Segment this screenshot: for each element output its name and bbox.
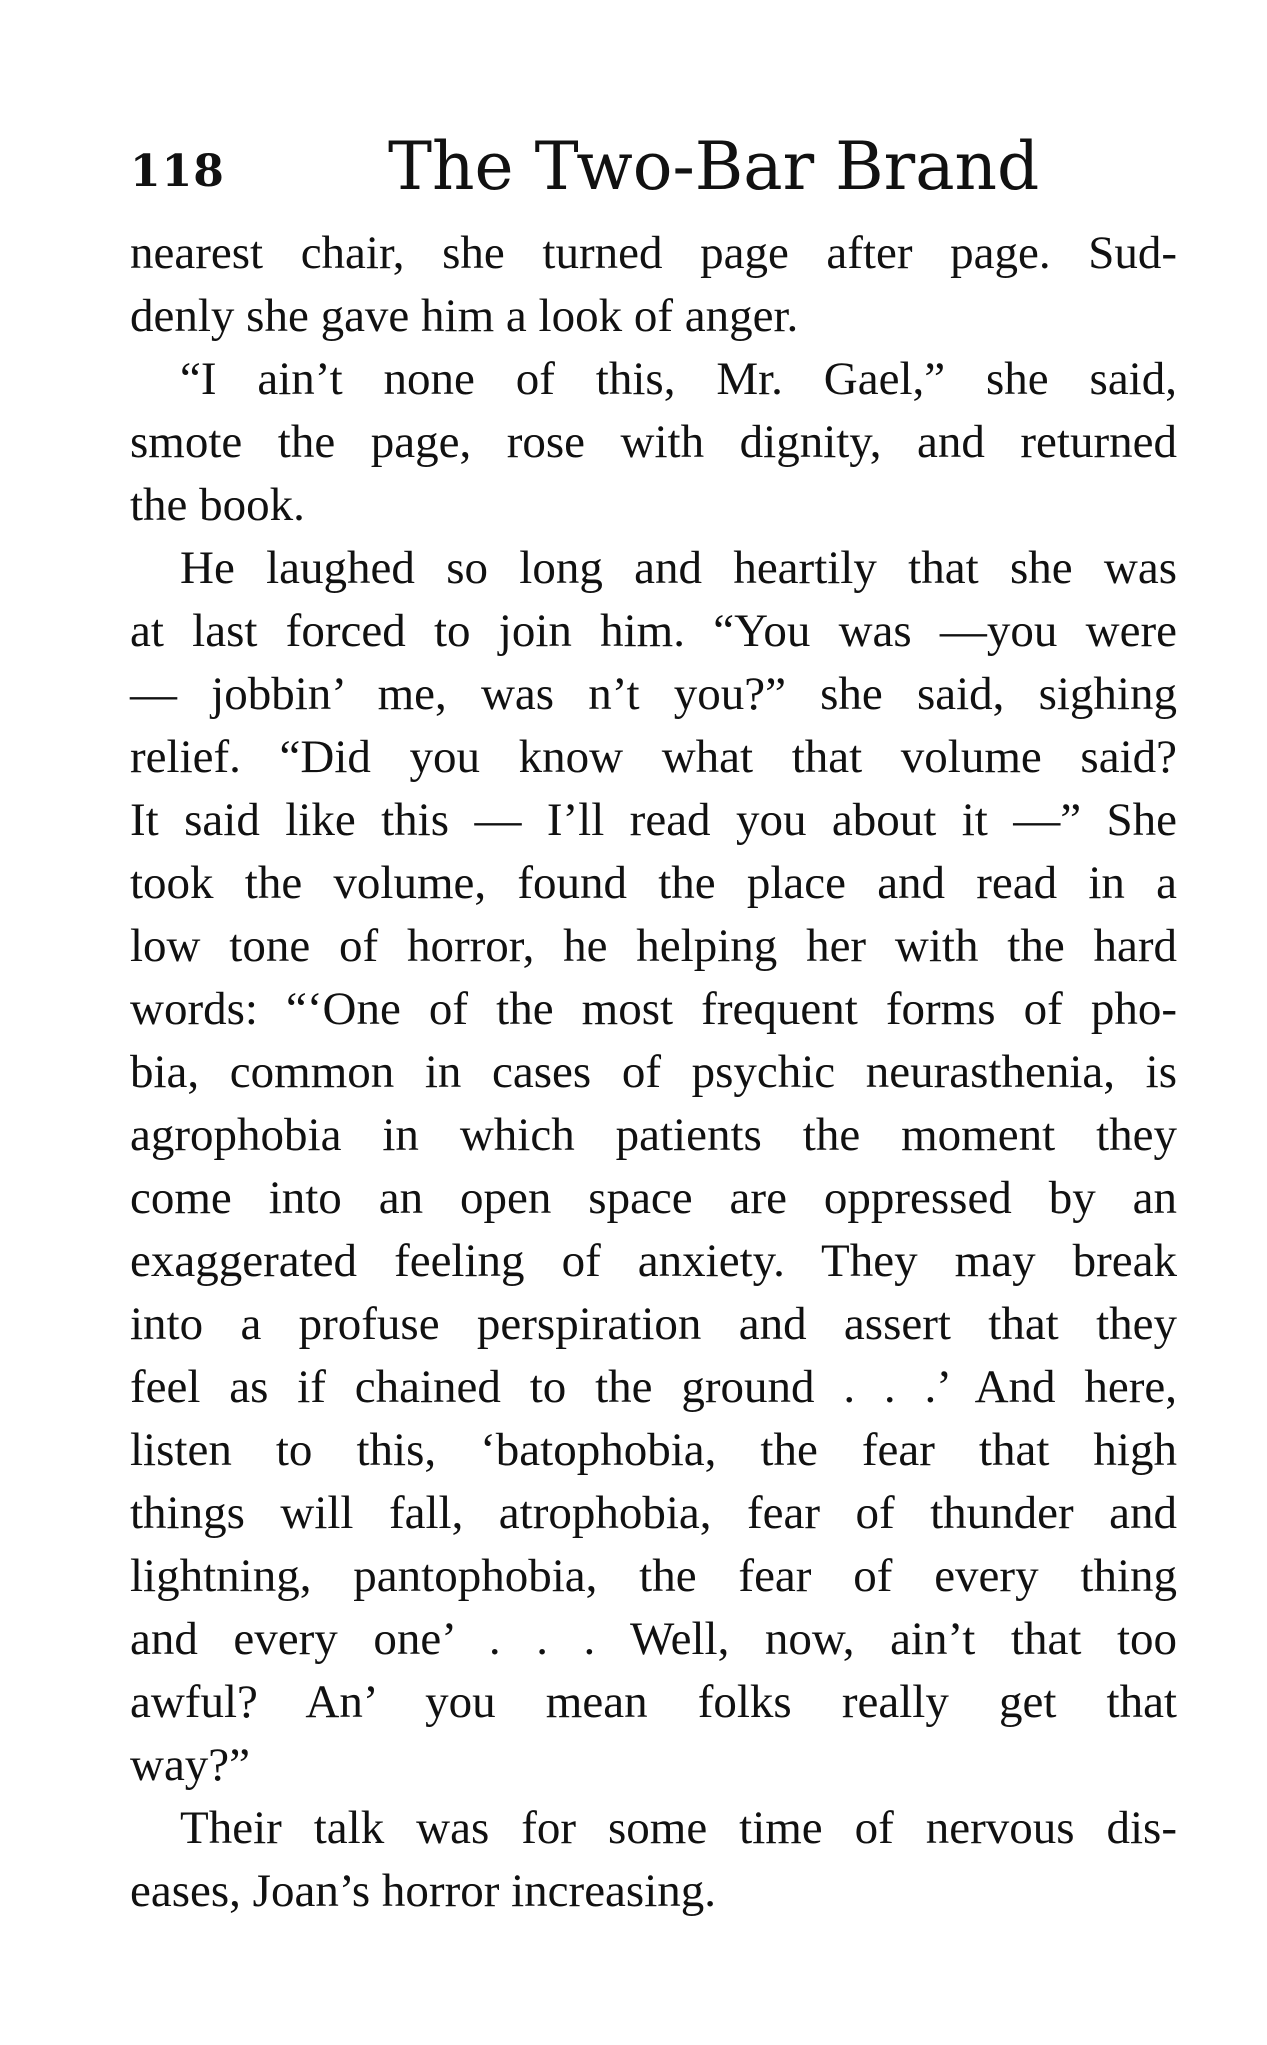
text-line: eases, Joan’s horror increasing. xyxy=(130,1865,717,1917)
text-line: agrophobia in which patients the moment they xyxy=(130,1109,1177,1161)
text-line: exaggerated feeling of anxiety. They may break xyxy=(130,1235,1177,1287)
text-line: smote the page, rose with dignity, and returned xyxy=(130,416,1177,468)
page-header xyxy=(130,128,1180,218)
text-line: the book. xyxy=(130,479,305,531)
text-line: into a profuse perspiration and assert that they xyxy=(130,1298,1177,1350)
text-line: It said like this — I’ll read you about it —” She xyxy=(130,794,1177,846)
text-line: way?” xyxy=(130,1739,251,1791)
text-line: listen to this, ‘batophobia, the fear that high xyxy=(130,1424,1177,1476)
text-line: feel as if chained to the ground . . .’ And here, xyxy=(130,1361,1177,1413)
text-line: words: “‘One of the most frequent forms of pho- xyxy=(130,983,1177,1035)
body-text xyxy=(130,222,1177,1923)
text-line: awful? An’ you mean folks really get that xyxy=(130,1676,1177,1728)
page-number: 118 xyxy=(130,146,225,197)
text-line: nearest chair, she turned page after page. Sud- xyxy=(130,227,1177,279)
text-line: — jobbin’ me, was n’t you?” she said, sighing xyxy=(130,668,1177,720)
text-line: at last forced to join him. “You was —you were xyxy=(130,605,1177,657)
text-line: low tone of horror, he helping her with the hard xyxy=(130,920,1177,972)
text-line: bia, common in cases of psychic neurasthenia, is xyxy=(130,1046,1177,1098)
text-line: denly she gave him a look of anger. xyxy=(130,290,799,342)
text-line: “I ain’t none of this, Mr. Gael,” she said, xyxy=(180,353,1177,405)
text-line: come into an open space are oppressed by an xyxy=(130,1172,1177,1224)
text-line: Their talk was for some time of nervous dis- xyxy=(180,1802,1177,1854)
text-line: things will fall, atrophobia, fear of thunder and xyxy=(130,1487,1177,1539)
text-line: took the volume, found the place and read in a xyxy=(130,857,1177,909)
text-line: He laughed so long and heartily that she was xyxy=(180,542,1177,594)
running-title: The Two-Bar Brand xyxy=(388,128,1040,205)
text-line: and every one’ . . . Well, now, ain’t that too xyxy=(130,1613,1177,1665)
text-line: lightning, pantophobia, the fear of every thing xyxy=(130,1550,1177,1602)
text-line: relief. “Did you know what that volume said? xyxy=(130,731,1177,783)
